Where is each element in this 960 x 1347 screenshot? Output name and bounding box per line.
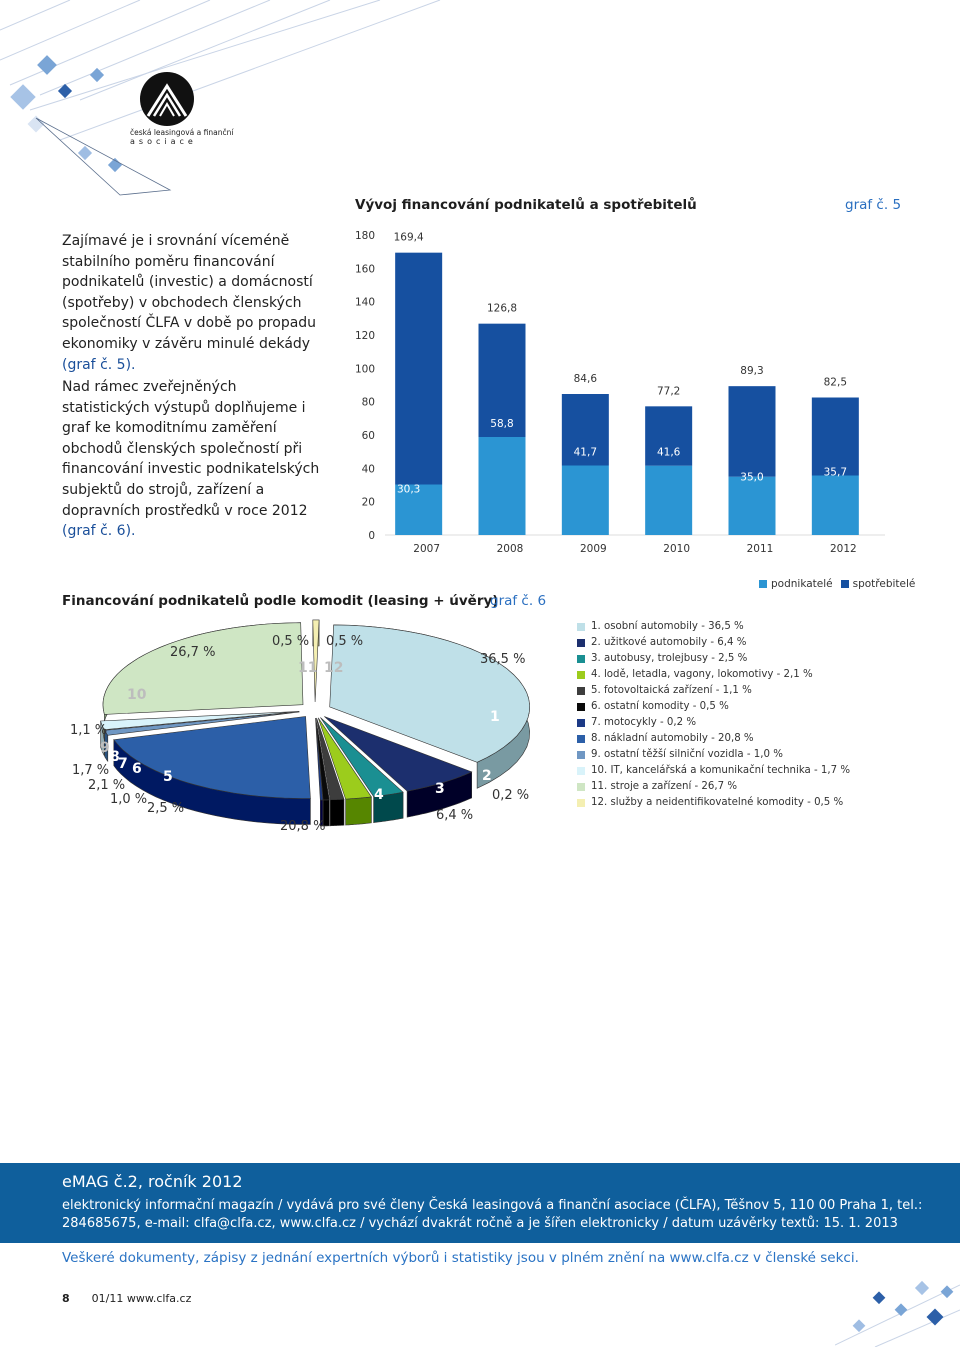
intro-paragraph [62,231,324,375]
legend-label-podnikatele: podnikatelé [771,578,833,590]
financing-bar-chart [340,220,900,565]
pie-legend-label: 1. osobní automobily - 36,5 % [591,621,744,632]
brand-line-1: česká leasingová a finanční [130,128,234,137]
pie-legend-item-2 [577,635,850,651]
bar-chart-reference: graf č. 5 [845,197,902,213]
intro-chart-reference: (graf č. 5). [62,356,136,373]
pie-slice-number-4: 4 [374,787,384,803]
data-label-podnikatele-2009: 41,7 [573,446,598,459]
decorative-footer-graphic [835,1265,960,1347]
y-tick-label: 140 [354,296,375,309]
y-tick-label: 20 [361,496,375,509]
pie-percent-label-12: 0,5 % [326,634,364,649]
documents-note: Veškeré dokumenty, zápisy z jednání expertních výborů i statistiky jsou v plném znění na www.clfa.cz v členské sekci. [62,1250,859,1266]
footer-band [0,1163,960,1243]
bar-podnikatele-2011 [729,477,776,535]
y-tick-label: 60 [361,430,375,442]
pie-slice-number-9: 9 [100,740,110,756]
y-tick-label: 120 [354,330,375,342]
brand-name [130,128,233,146]
pie-slice-number-5: 5 [163,769,173,785]
data-label-total-2012: 82,5 [823,376,848,389]
pie-slice-number-12: 12 [324,660,344,676]
pie-percent-label-3: 6,4 % [436,808,474,823]
pie-percent-label-5: 2,5 % [147,801,185,816]
pie-chart-title: Financování podnikatelů podle komodit (leasing + úvěry) [62,593,499,609]
pie-percent-label-11: 0,5 % [272,634,310,649]
page-footer [62,1292,191,1305]
pie-slice-number-11: 11 [298,660,318,676]
pie-legend-label: 11. stroje a zařízení - 26,7 % [591,781,738,792]
pie-legend-item-3 [577,651,850,667]
x-tick-label: 2012 [829,543,857,555]
pie-percent-label-1: 36,5 % [480,652,526,667]
pie-slice-number-10: 10 [127,687,147,703]
data-label-total-2007: 169,4 [393,231,424,244]
intro-text: Zajímavé je i srovnání víceméně stabilního poměru financování podnikatelů (investic) a domácností (spotřeby) v obchodech členských společností ČLFA v době po propadu ekonomiky v závěru minulé dekády [62,233,317,352]
pie-legend-swatch [577,767,585,775]
pie-legend-item-10 [577,763,850,779]
pie-slice-number-6: 6 [132,761,142,777]
pie-legend-item-12 [577,795,850,811]
pie-slice-number-7: 7 [118,756,128,772]
legend-swatch-spotrebitele [841,580,849,588]
publisher-info: elektronický informační magazín / vydává pro své členy Česká leasingová a finanční asociace (ČLFA), Těšnov 5, 110 00 Praha 1, tel.: 284685675, e-mail: clfa@clfa.cz, www.clfa.cz / vychází dvakrát ročně a je šířen elektronicky / datum uzávěrky textů: 15. 1. 2013 [62,1198,923,1231]
pie-legend-label: 5. fotovoltaická zařízení - 1,1 % [591,685,752,696]
pie-slice-side-5 [330,799,344,826]
y-tick-label: 0 [368,530,375,542]
bar-spotrebitele-2012 [812,398,859,476]
data-label-podnikatele-2008: 58,8 [490,418,514,430]
data-label-podnikatele-2011: 35,0 [740,471,764,484]
pie-legend-swatch [577,639,585,647]
pie-legend-swatch [577,623,585,631]
bar-podnikatele-2009 [562,466,609,536]
x-tick-label: 2007 [413,543,441,555]
bar-podnikatele-2010 [645,466,692,535]
pie-slice-side-4 [346,797,372,825]
pie-percent-label-10: 26,7 % [170,645,216,660]
pie-percent-label-4: 20,8 % [280,819,326,834]
pie-legend-label: 3. autobusy, trolejbusy - 2,5 % [591,653,748,664]
legend-item-spotrebitele [841,578,916,590]
pie-legend-label: 10. IT, kancelářská a komunikační technika - 1,7 % [591,765,851,776]
pie-legend-label: 4. lodě, letadla, vagony, lokomotivy - 2,1 % [591,669,813,680]
page-number: 8 [62,1292,70,1305]
pie-legend-item-7 [577,715,850,731]
pie-slice-number-1: 1 [490,709,500,725]
pie-legend-swatch [577,719,585,727]
x-tick-label: 2011 [746,543,774,555]
legend-item-podnikatele [759,578,833,590]
y-tick-label: 100 [354,363,375,376]
pie-percent-label-7: 2,1 % [88,778,126,793]
pie-legend-swatch [577,735,585,743]
data-label-total-2010: 77,2 [656,385,681,398]
data-label-total-2008: 126,8 [486,302,518,315]
bar-spotrebitele-2011 [729,386,776,477]
x-tick-label: 2009 [579,543,607,555]
pie-slice-number-3: 3 [435,781,445,797]
pie-slice-number-2: 2 [482,768,492,784]
pie-legend-item-1 [577,619,850,635]
commodity-pie-chart [50,615,560,845]
pie-legend-label: 8. nákladní automobily - 20,8 % [591,733,754,744]
legend-swatch-podnikatele [759,580,767,588]
pie-legend-swatch [577,687,585,695]
pie-legend-swatch [577,799,585,807]
pie-legend-item-8 [577,731,850,747]
magazine-issue: eMAG č.2, ročník 2012 [62,1172,243,1191]
commodity-paragraph [62,377,324,542]
y-tick-label: 40 [361,463,375,476]
y-tick-label: 160 [354,263,375,276]
bar-chart-title: Vývoj financování podnikatelů a spotřebitelů [355,197,697,213]
pie-chart-reference: graf č. 6 [490,593,547,609]
legend-label-spotrebitele: spotřebitelé [852,578,916,590]
pie-chart-legend [577,619,850,811]
bar-spotrebitele-2007 [395,253,442,485]
bar-chart-legend [759,578,915,590]
commodity-text: Nad rámec zveřejněných statistických výstupů doplňujeme i graf ke komoditnímu zaměření obchodů členských společností při financování investic podnikatelských subjektů do strojů, zařízení a dopravních prostředků v roce 2012 [62,379,320,519]
pie-legend-swatch [577,783,585,791]
pie-legend-item-11 [577,779,850,795]
x-tick-label: 2010 [663,543,691,555]
brand-line-2: asociace [130,137,197,146]
pie-percent-label-2: 0,2 % [492,788,530,803]
pie-legend-item-4 [577,667,850,683]
x-tick-label: 2008 [496,543,524,555]
pie-legend-item-9 [577,747,850,763]
data-label-podnikatele-2012: 35,7 [823,466,848,479]
pie-legend-swatch [577,655,585,663]
bar-podnikatele-2008 [479,437,526,535]
pie-legend-item-6 [577,699,850,715]
pie-percent-label-8: 1,7 % [72,763,110,778]
pie-legend-swatch [577,703,585,711]
pie-legend-swatch [577,671,585,679]
issue-and-site: 01/11 www.clfa.cz [91,1292,192,1305]
bar-podnikatele-2012 [812,476,859,536]
pie-percent-label-6: 1,0 % [110,792,148,807]
pie-slice-number-8: 8 [110,749,120,765]
commodity-chart-reference: (graf č. 6). [62,523,136,540]
pie-legend-item-5 [577,683,850,699]
pie-legend-label: 7. motocykly - 0,2 % [591,717,697,728]
data-label-podnikatele-2010: 41,6 [656,446,681,459]
pie-legend-label: 2. užitkové automobily - 6,4 % [591,637,747,648]
y-tick-label: 180 [354,230,375,242]
y-tick-label: 80 [361,396,375,409]
data-label-podnikatele-2007: 30,3 [396,483,421,496]
pie-legend-label: 12. služby a neidentifikovatelné komodity - 0,5 % [591,797,844,808]
pie-legend-swatch [577,751,585,759]
pie-legend-label: 6. ostatní komodity - 0,5 % [591,701,729,712]
pie-legend-label: 9. ostatní těžší silniční vozidla - 1,0 % [591,749,783,760]
data-label-total-2011: 89,3 [740,365,764,378]
data-label-total-2009: 84,6 [573,373,598,385]
pie-percent-label-9: 1,1 % [70,723,108,738]
